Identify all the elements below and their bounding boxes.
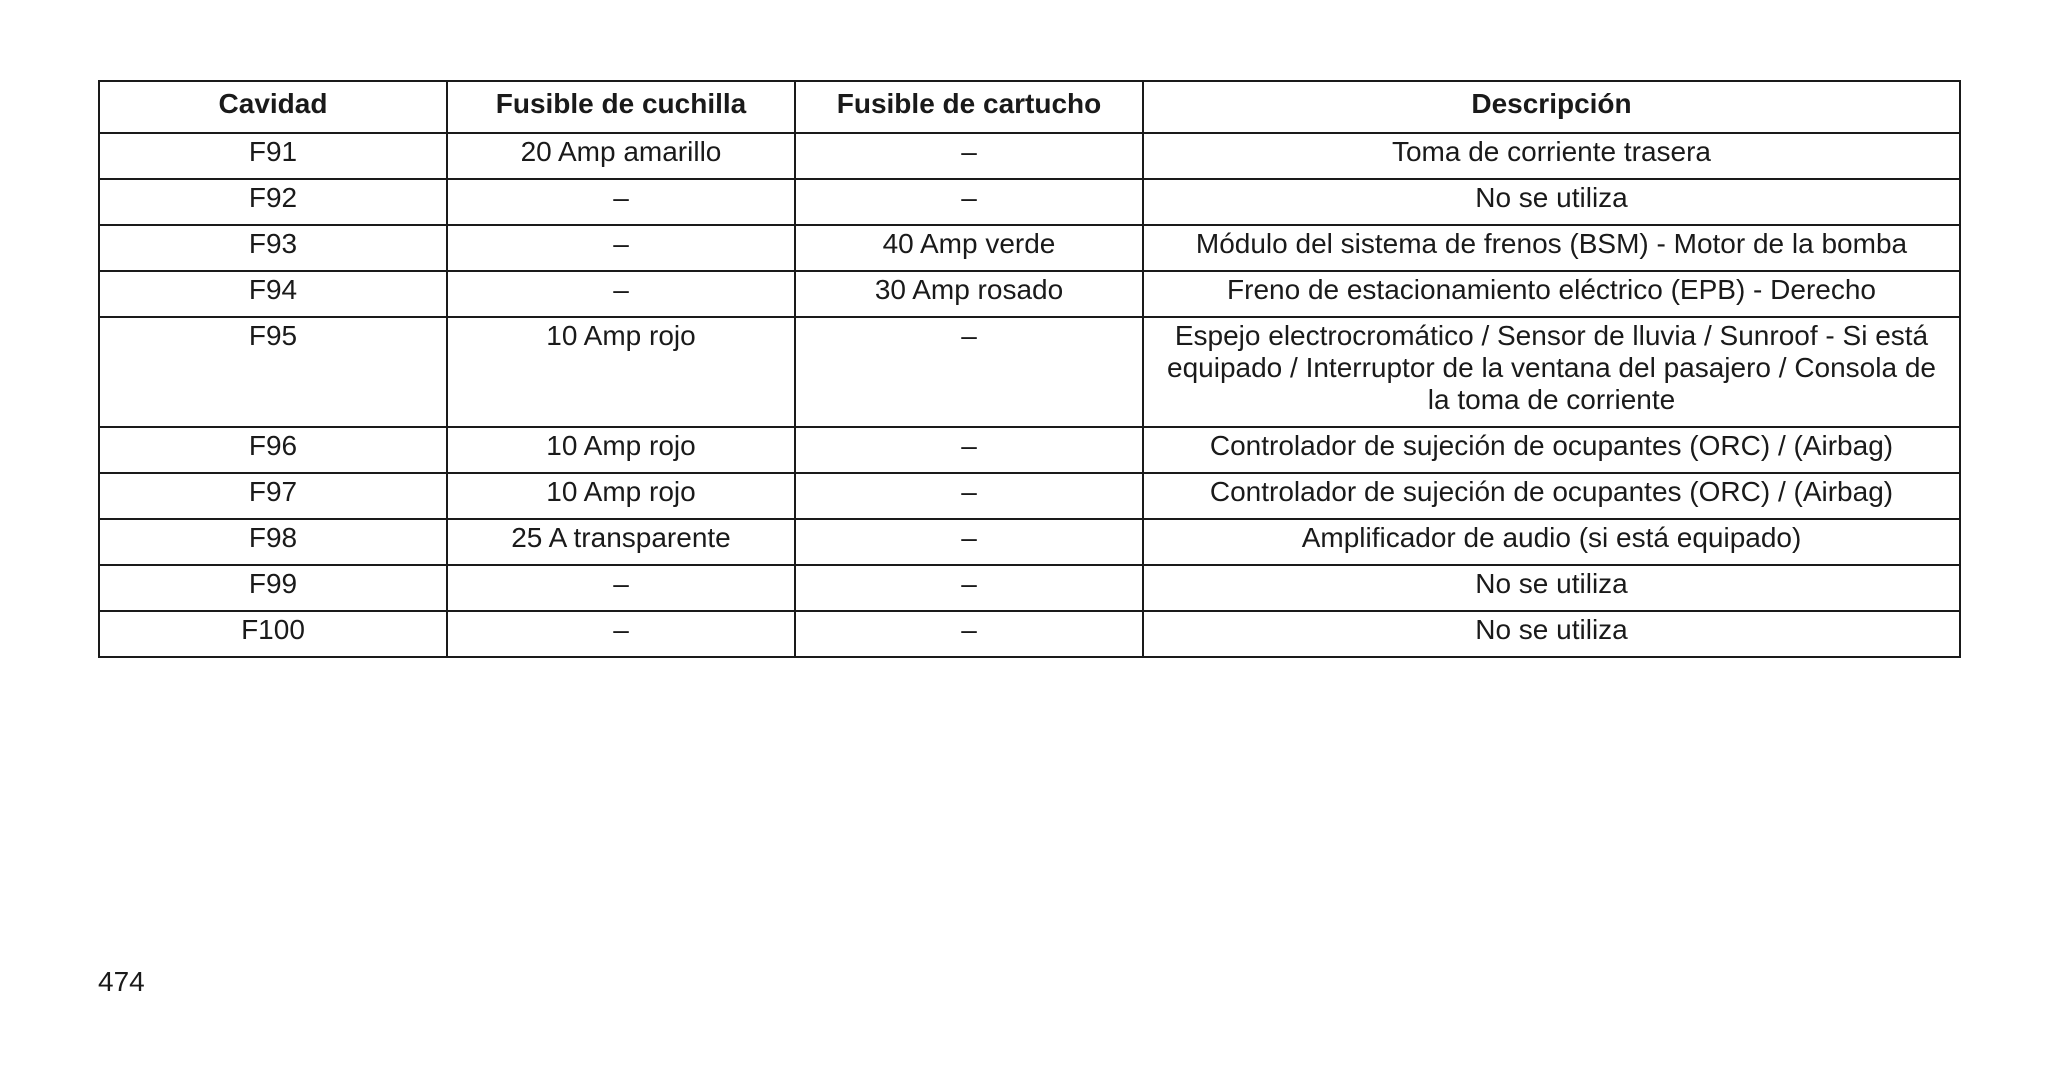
cell-descripcion: No se utiliza <box>1143 565 1960 611</box>
cell-cavidad: F94 <box>99 271 447 317</box>
table-row <box>99 473 1960 519</box>
table-row <box>99 565 1960 611</box>
cell-descripcion: Módulo del sistema de frenos (BSM) - Motor de la bomba <box>1143 225 1960 271</box>
cell-cavidad: F92 <box>99 179 447 225</box>
cell-descripcion: Controlador de sujeción de ocupantes (ORC) / (Airbag) <box>1143 427 1960 473</box>
table-row <box>99 271 1960 317</box>
table-header-row <box>99 81 1960 133</box>
table-row <box>99 133 1960 179</box>
header-cavidad: Cavidad <box>99 81 447 133</box>
cell-descripcion: No se utiliza <box>1143 611 1960 657</box>
cell-fusible-cuchilla: 10 Amp rojo <box>447 473 795 519</box>
cell-fusible-cuchilla: – <box>447 611 795 657</box>
cell-fusible-cuchilla: – <box>447 179 795 225</box>
cell-descripcion: No se utiliza <box>1143 179 1960 225</box>
cell-fusible-cartucho: – <box>795 317 1143 427</box>
table-row <box>99 179 1960 225</box>
cell-fusible-cartucho: – <box>795 565 1143 611</box>
cell-fusible-cartucho: – <box>795 611 1143 657</box>
header-fusible-cuchilla: Fusible de cuchilla <box>447 81 795 133</box>
page-number: 474 <box>98 966 145 997</box>
cell-cavidad: F100 <box>99 611 447 657</box>
cell-cavidad: F91 <box>99 133 447 179</box>
cell-fusible-cuchilla: 20 Amp amarillo <box>447 133 795 179</box>
cell-fusible-cuchilla: – <box>447 271 795 317</box>
table-row <box>99 427 1960 473</box>
header-descripcion: Descripción <box>1143 81 1960 133</box>
cell-cavidad: F98 <box>99 519 447 565</box>
cell-fusible-cartucho: – <box>795 519 1143 565</box>
cell-fusible-cuchilla: 10 Amp rojo <box>447 317 795 427</box>
cell-fusible-cartucho: – <box>795 179 1143 225</box>
cell-descripcion: Controlador de sujeción de ocupantes (ORC) / (Airbag) <box>1143 473 1960 519</box>
cell-cavidad: F96 <box>99 427 447 473</box>
cell-cavidad: F97 <box>99 473 447 519</box>
cell-fusible-cuchilla: – <box>447 225 795 271</box>
table-row <box>99 317 1960 427</box>
table-row <box>99 611 1960 657</box>
cell-fusible-cartucho: 30 Amp rosado <box>795 271 1143 317</box>
cell-cavidad: F95 <box>99 317 447 427</box>
cell-fusible-cuchilla: 10 Amp rojo <box>447 427 795 473</box>
table-row <box>99 225 1960 271</box>
cell-fusible-cartucho: – <box>795 473 1143 519</box>
cell-descripcion: Espejo electrocromático / Sensor de lluvia / Sunroof - Si está equipado / Interruptor de la ventana del pasajero / Consola de la toma de corriente <box>1143 317 1960 427</box>
header-fusible-cartucho: Fusible de cartucho <box>795 81 1143 133</box>
cell-fusible-cuchilla: 25 A transparente <box>447 519 795 565</box>
cell-fusible-cuchilla: – <box>447 565 795 611</box>
fuse-table <box>98 80 1961 658</box>
cell-descripcion: Freno de estacionamiento eléctrico (EPB) - Derecho <box>1143 271 1960 317</box>
cell-fusible-cartucho: – <box>795 427 1143 473</box>
cell-cavidad: F99 <box>99 565 447 611</box>
cell-cavidad: F93 <box>99 225 447 271</box>
table-row <box>99 519 1960 565</box>
cell-descripcion: Amplificador de audio (si está equipado) <box>1143 519 1960 565</box>
cell-descripcion: Toma de corriente trasera <box>1143 133 1960 179</box>
cell-fusible-cartucho: – <box>795 133 1143 179</box>
cell-fusible-cartucho: 40 Amp verde <box>795 225 1143 271</box>
